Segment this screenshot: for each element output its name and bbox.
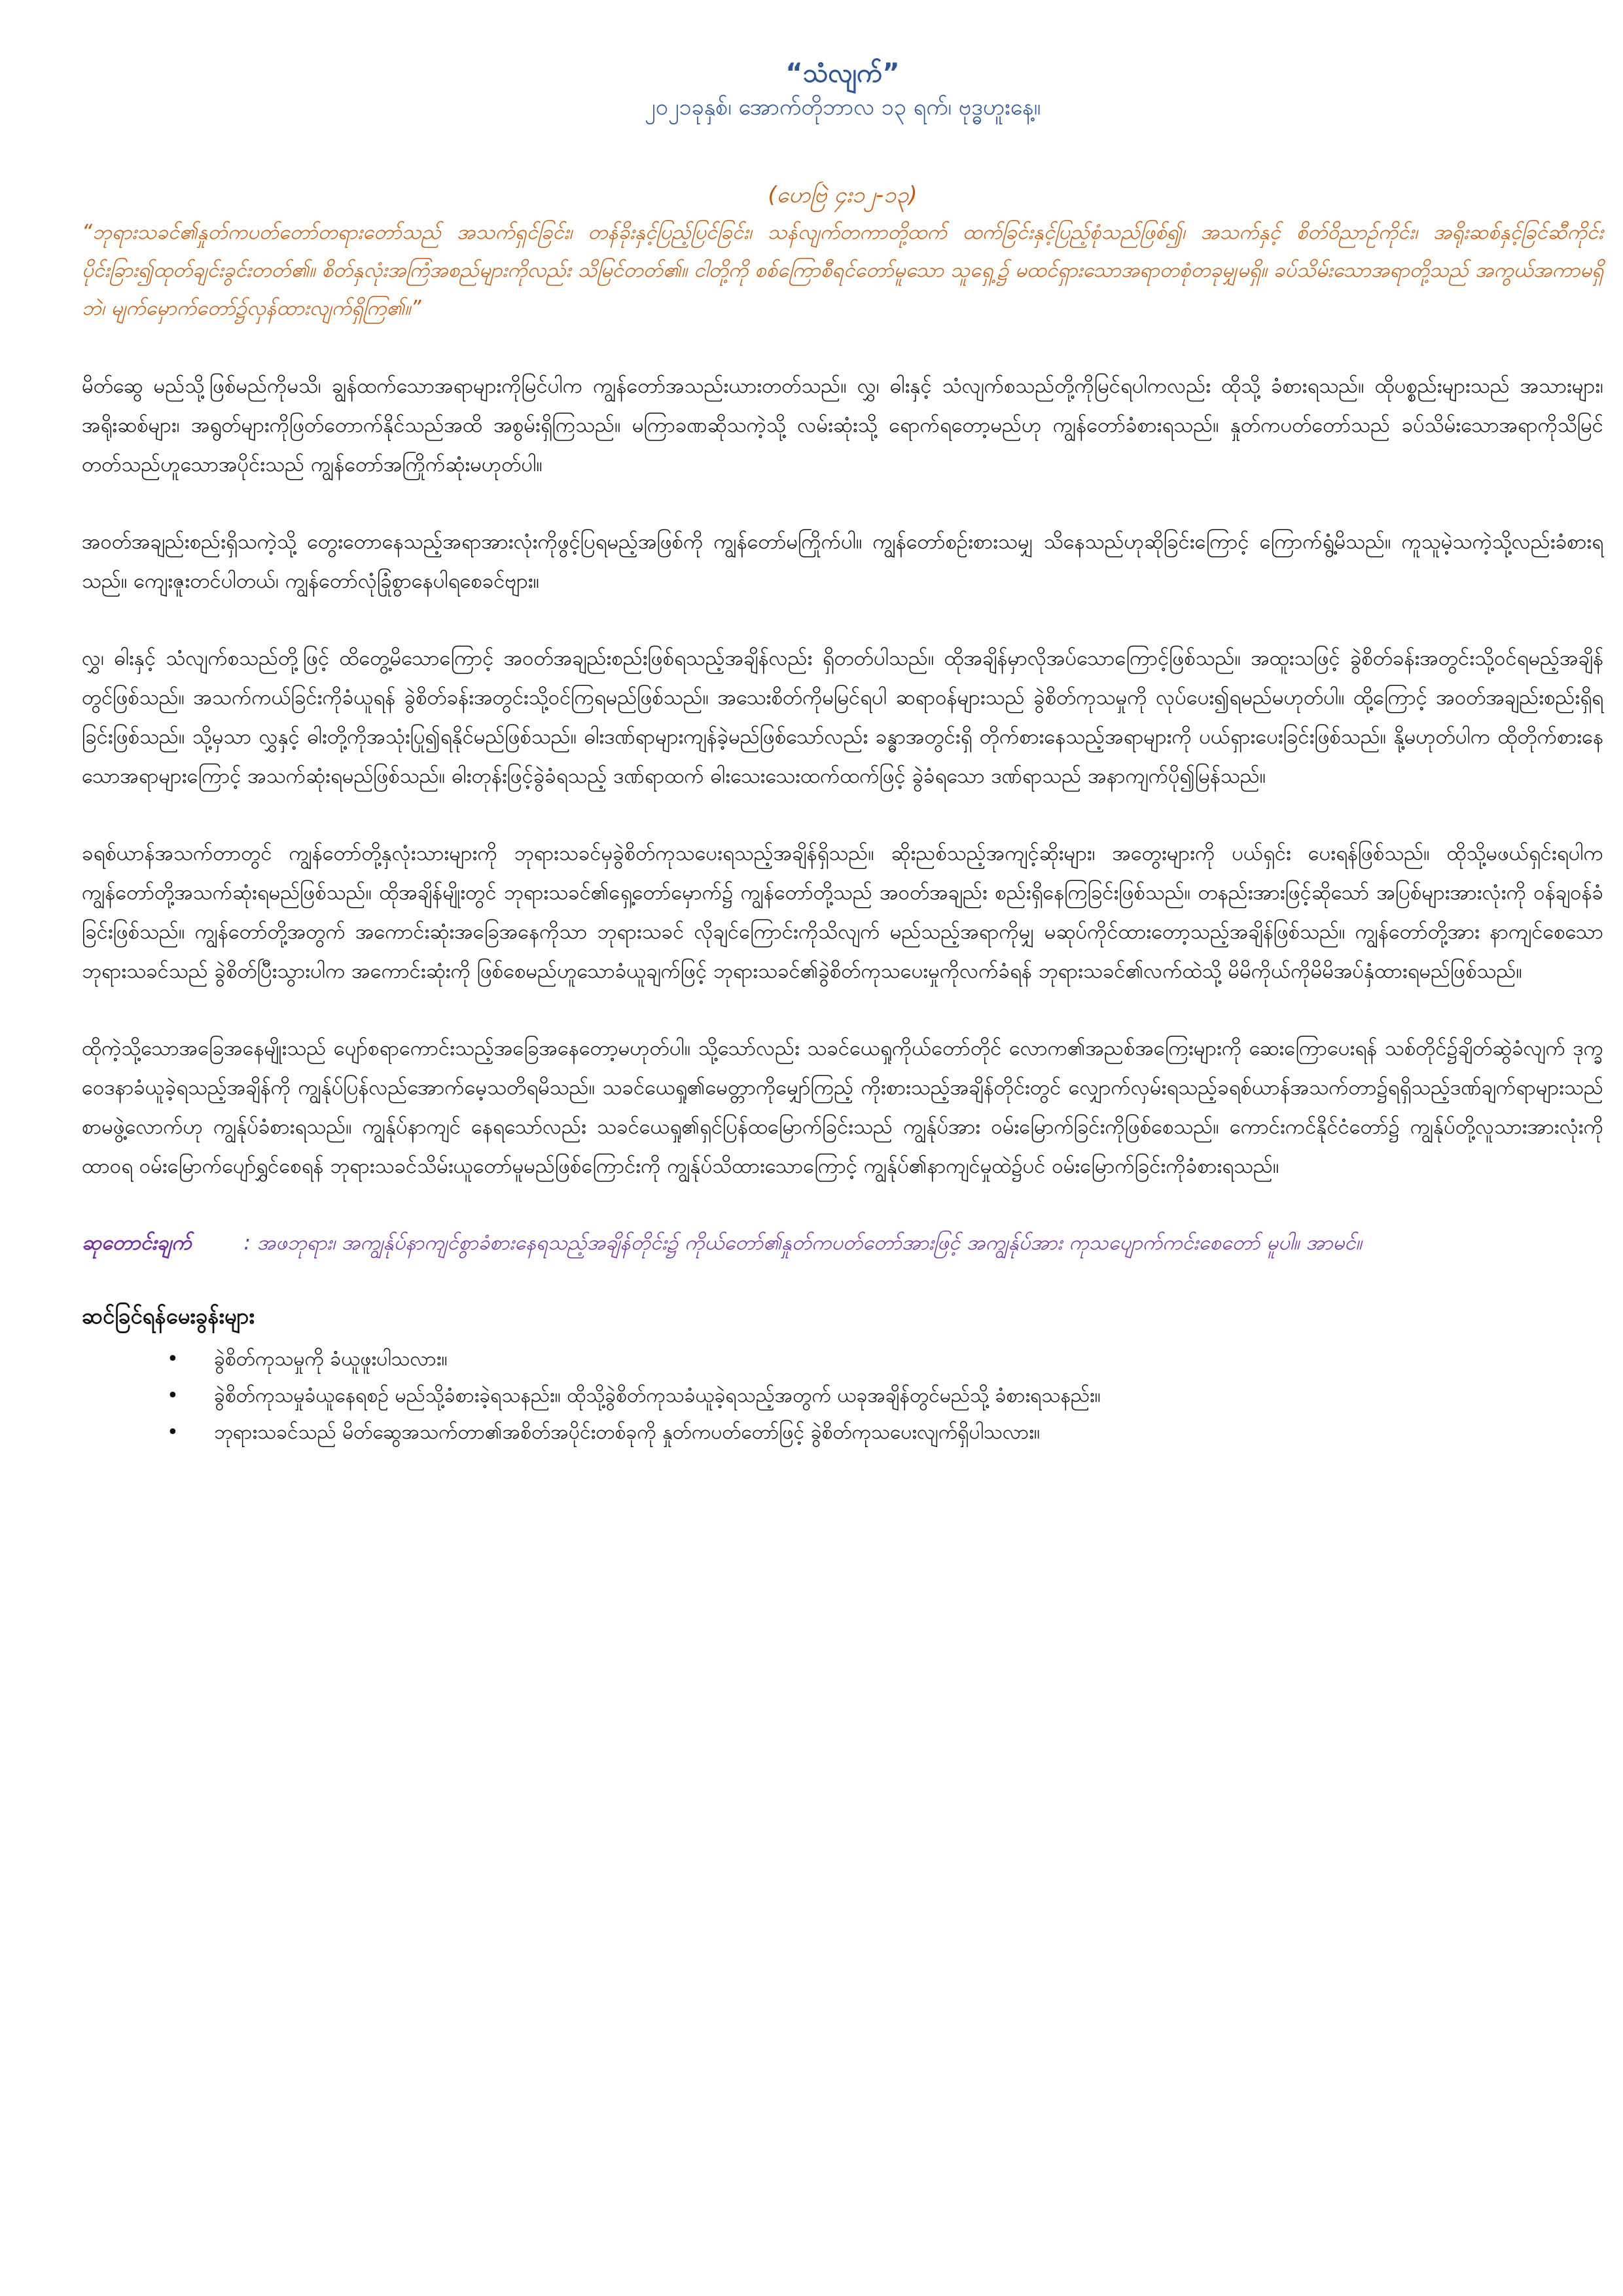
bullet-icon: • bbox=[167, 1347, 179, 1371]
devotion-title: “သံလျက်” bbox=[785, 58, 900, 88]
list-item bbox=[167, 1414, 1603, 1451]
body-paragraph: မိတ်ဆွေ မည်သို့ဖြစ်မည်ကိုမသိ၊ ချွန်ထက်သောအရာများကိုမြင်ပါက ကျွန်တော်အသည်းယားတတ်သည်။ လွှ၊ ဓါးနှင့် သံလျက်စသည်တို့ကိုမြင်ရပါကလည်း ထိုသို့ ခံစားရသည်။ ထိုပစ္စည်းများသည် အသားများ၊ အရိုးဆစ်များ၊ အရွတ်များကိုဖြတ်တောက်နိုင်သည်အထိ အစွမ်းရှိကြသည်။ မကြာခဏဆိုသကဲ့သို့ လမ်းဆုံးသို့ ရောက်ရတော့မည်ဟု ကျွန်တော်ခံစားရသည်။ နှုတ်ကပတ်တော်သည် ခပ်သိမ်းသောအရာကိုသိမြင်တတ်သည်ဟူသောအပိုင်းသည် ကျွန်တော်အကြိုက်ဆုံးမဟုတ်ပါ။ bbox=[82, 374, 1603, 477]
prayer-text: : အဖဘုရား၊ အကျွန်ုပ်နာကျင်စွာခံစားနေရသည့်အချိန်တိုင်း၌ ကိုယ်တော်၏နှုတ်ကပတ်တော်အားဖြင့် အကျွန်ုပ်အား ကုသပျောက်ကင်းစေတော် မူပါ။ အာမင်။ bbox=[243, 1231, 1362, 1255]
prayer-block bbox=[82, 1224, 1603, 1262]
list-item bbox=[167, 1341, 1603, 1378]
prayer-label: ဆုတောင်းချက် bbox=[82, 1231, 192, 1255]
question-text: ဘုရားသခင်သည် မိတ်ဆွေအသက်တာ၏အစိတ်အပိုင်းတစ်ခုကို နှုတ်ကပတ်တော်ဖြင့် ခွဲစိတ်ကုသပေးလျက်ရှိပါသလား။ bbox=[214, 1420, 1040, 1444]
body-paragraph: ခရစ်ယာန်အသက်တာတွင် ကျွန်တော်တို့နှလုံးသားများကို ဘုရားသခင်မှခွဲစိတ်ကုသပေးရသည့်အချိန်ရှိသည်။ ဆိုးညစ်သည့်အကျင့်ဆိုးများ၊ အတွေးများကို ပယ်ရှင်း ပေးရန်ဖြစ်သည်။ ထိုသို့မဖယ်ရှင်းရပါက ကျွန်တော်တို့အသက်ဆုံးရမည်ဖြစ်သည်။ ထိုအချိန်မျိုးတွင် ဘုရားသခင်၏ရှေ့တော်မှောက်၌ ကျွန်တော်တို့သည် အဝတ်အချည်း စည်းရှိနေကြခြင်းဖြစ်သည်။ တနည်းအားဖြင့်ဆိုသော် အပြစ်များအားလုံးကို ဝန်ချဝန်ခံခြင်းဖြစ်သည်။ ကျွန်တော်တို့အတွက် အကောင်းဆုံးအခြေအနေကိုသာ ဘုရားသခင် လိုချင်ကြောင်းကိုသိလျက် မည်သည့်အရာကိုမျှ မဆုပ်ကိုင်ထားတော့သည့်အချိန်ဖြစ်သည်။ ကျွန်တော်တို့အား နာကျင်စေသောဘုရားသခင်သည် ခွဲစိတ်ပြီးသွားပါက အကောင်းဆုံးကို ဖြစ်စေမည်ဟူသောခံယူချက်ဖြင့် ဘုရားသခင်၏ခွဲစိတ်ကုသပေးမှုကိုလက်ခံရန် ဘုရားသခင်၏လက်ထဲသို့ မိမိကိုယ်ကိုမိမိအပ်နှံထားရမည်ဖြစ်သည်။ bbox=[82, 842, 1603, 984]
devotion-date: ၂၀၂၁ခုနှစ်၊ အောက်တိုဘာလ ၁၃ ရက်၊ ဗုဒ္ဓဟူးနေ့။ bbox=[644, 94, 1041, 120]
questions-heading: ဆင်ခြင်ရန်မေးခွန်းများ bbox=[82, 1303, 255, 1329]
question-text: ခွဲစိတ်ကုသမှုကို ခံယူဖူးပါသလား။ bbox=[214, 1347, 448, 1371]
body-paragraph: အဝတ်အချည်းစည်းရှိသကဲ့သို့ တွေးတောနေသည့်အရာအားလုံးကိုဖွင့်ပြရမည့်အဖြစ်ကို ကျွန်တော်မကြိုက်ပါ။ ကျွန်တော်စဉ်းစားသမျှ သိနေသည်ဟုဆိုခြင်းကြောင့် ကြောက်ရွံ့မိသည်။ ကူသူမဲ့သကဲ့သို့လည်းခံစားရသည်။ ကျေးဇူးတင်ပါတယ်၊ ကျွန်တော်လုံခြုံစွာနေပါရစေခင်ဗျား။ bbox=[82, 530, 1603, 594]
bullet-icon: • bbox=[167, 1420, 179, 1444]
body-paragraph: ထိုကဲ့သို့သောအခြေအနေမျိုးသည် ပျော်စရာကောင်းသည့်အခြေအနေတော့မဟုတ်ပါ။ သို့သော်လည်း သခင်ယေရှုကိုယ်တော်တိုင် လောက၏အညစ်အကြေးများကို ဆေးကြောပေးရန် သစ်တိုင်၌ချိတ်ဆွဲခံလျက် ဒုက္ခဝေဒနာခံယူခဲ့ရသည့်အချိန်ကို ကျွန်ုပ်ပြန်လည်အောက်မေ့သတိရမိသည်။ သခင်ယေရှု၏မေတ္တာကိုမျှော်ကြည့် ကိုးစားသည့်အချိန်တိုင်းတွင် လျှောက်လှမ်းရသည့်ခရစ်ယာန်အသက်တာ၌ရရှိသည့်ဒဏ်ချက်ရာများသည် စာမဖွဲ့လောက်ဟု ကျွန်ုပ်ခံစားရသည်။ ကျွန်ုပ်နာကျင် နေရသော်လည်း သခင်ယေရှု၏ရှင်ပြန်ထမြောက်ခြင်းသည် ကျွန်ုပ်အား ဝမ်းမြောက်ခြင်းကိုဖြစ်စေသည်။ ကောင်းကင်နိုင်ငံတော်၌ ကျွန်ုပ်တို့လူသားအားလုံးကို ထာဝရ ဝမ်းမြောက်ပျော်ရွှင်စေရန် ဘုရားသခင်သိမ်းယူတော်မူမည်ဖြစ်ကြောင်းကို ကျွန်ုပ်သိထားသောကြောင့် ကျွန်ုပ်၏နာကျင်မှုထဲ၌ပင် ဝမ်းမြောက်ခြင်းကိုခံစားရသည်။ bbox=[82, 1037, 1603, 1179]
body-paragraph: လွှ၊ ဓါးနှင့် သံလျက်စသည်တို့ဖြင့် ထိတွေ့မိသောကြောင့် အဝတ်အချည်းစည်းဖြစ်ရသည့်အချိန်လည်း ရှိတတ်ပါသည်။ ထိုအချိန်မှာလိုအပ်သောကြောင့်ဖြစ်သည်။ အထူးသဖြင့် ခွဲစိတ်ခန်းအတွင်းသို့ဝင်ရမည့်အချိန်တွင်ဖြစ်သည်။ အသက်ကယ်ခြင်းကိုခံယူရန် ခွဲစိတ်ခန်းအတွင်းသို့ဝင်ကြရမည်ဖြစ်သည်။ အသေးစိတ်ကိုမမြင်ရပါ ဆရာဝန်များသည် ခွဲစိတ်ကုသမှုကို လုပ်ပေး၍ရမည်မဟုတ်ပါ။ ထို့ကြောင့် အဝတ်အချည်းစည်းရှိရခြင်းဖြစ်သည်။ သို့မှသာ လွှနှင့် ဓါးတို့ကိုအသုံးပြု၍ရနိုင်မည်ဖြစ်သည်။ ဓါးဒဏ်ရာများကျန်ခဲ့မည်ဖြစ်သော်လည်း ခန္ဓာအတွင်းရှိ တိုက်စားနေသည့်အရာများကို ပယ်ရှားပေးခြင်းဖြစ်သည်။ နို့မဟုတ်ပါက ထိုတိုက်စားနေသောအရာများကြောင့် အသက်ဆုံးရမည်ဖြစ်သည်။ ဓါးတုန်းဖြင့်ခွဲခံရသည့် ဒဏ်ရာထက် ဓါးသေးသေးထက်ထက်ဖြင့် ခွဲခံရသော ဒဏ်ရာသည် အနာကျက်ပို၍မြန်သည်။ bbox=[82, 647, 1603, 789]
question-text: ခွဲစိတ်ကုသမှုခံယူနေရစဉ် မည်သို့ခံစားခဲ့ရသနည်း။ ထိုသို့ခွဲစိတ်ကုသခံယူခဲ့ရသည့်အတွက် ယခုအချိန်တွင်မည်သို့ ခံစားရသနည်း။ bbox=[214, 1384, 1101, 1407]
scripture-reference: (ဟေဗြဲ ၄း၁၂-၁၃) bbox=[768, 182, 918, 209]
list-item bbox=[167, 1378, 1603, 1414]
scripture-passage: “ဘုရားသခင်၏နှုတ်ကပတ်တော်တရားတော်သည် အသက်ရှင်ခြင်း၊ တန်ခိုးနှင့်ပြည့်ပြင်ခြင်း၊ သန်လျက်တကာတို့ထက် ထက်ခြင်းနှင့်ပြည့်စုံသည်ဖြစ်၍၊ အသက်နှင့် စိတ်ဝိညာဉ်ကိုင်း၊ အရိုးဆစ်နှင့်ခြင်ဆီကိုင်း ပိုင်းခြား၍ထုတ်ချင်းခွင်းတတ်၏။ စိတ်နှလုံးအကြံအစည်များကိုလည်း သိမြင်တတ်၏။ ငါတို့ကို စစ်ကြောစီရင်တော်မူသော သူရှေ့၌ မထင်ရှားသောအရာတစုံတခုမျှမရှိ။ ခပ်သိမ်းသောအရာတို့သည် အကွယ်အကာမရှိဘဲ၊ မျက်မှောက်တော်၌လှန်ထားလျက်ရှိကြ၏။” bbox=[82, 221, 1603, 321]
bullet-icon: • bbox=[167, 1384, 179, 1407]
questions-list bbox=[82, 1341, 1603, 1451]
